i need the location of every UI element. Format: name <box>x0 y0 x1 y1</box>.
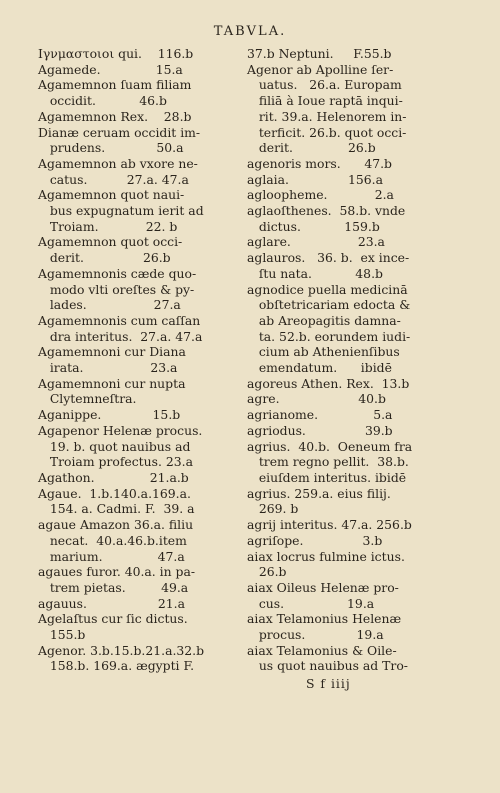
index-entry-line: aglare. 23.a <box>247 234 385 250</box>
index-entry-line: Agenor ab Apolline ſer- <box>247 61 394 77</box>
index-entry-line: emendatum. ibidē <box>247 360 392 376</box>
index-entry-line: agrius. 40.b. Oeneum fra <box>247 438 413 454</box>
index-entry-line: ta. 52.b. eorundem iudi- <box>247 328 411 344</box>
index-entry-line: trem pietas. 49.a <box>38 579 189 595</box>
index-entry-line: ſtu nata. 48.b <box>247 265 383 281</box>
index-entry-line: aglaia. 156.a <box>247 171 384 187</box>
index-entry-line: Agamemnon Rex. 28.b <box>38 108 192 124</box>
signature-mark: S f iiij <box>306 676 351 691</box>
index-entry-line: catus. 27.a. 47.a <box>38 171 189 187</box>
index-entry-line: Agamemnon ab vxore ne- <box>38 155 198 171</box>
index-entry-line: Agamede. 15.a <box>38 61 183 77</box>
index-entry-line: Agamemnoni cur nupta <box>38 375 186 391</box>
index-entry-line: 19. b. quot nauibus ad <box>38 438 191 454</box>
index-entry-line: us quot nauibus ad Tro- <box>247 658 408 674</box>
index-entry-line: Agathon. 21.a.b <box>38 469 189 485</box>
index-entry-line: filiā à Ioue raptā inqui- <box>247 93 403 109</box>
index-entry-line: irata. 23.a <box>38 360 178 376</box>
index-entry-line: ab Areopagitis damna- <box>247 312 401 328</box>
index-entry-line: cium ab Athenienſibus <box>247 344 400 360</box>
index-entry-line: agaues furor. 40.a. in pa- <box>38 564 196 580</box>
index-entry-line: eiuſdem interitus. ibidē <box>247 469 407 485</box>
index-entry-line: agoreus Athen. Rex. 13.b <box>247 375 410 391</box>
index-entry-line: agrij interitus. 47.a. 256.b <box>247 517 412 533</box>
index-entry-line: dictus. 159.b <box>247 218 380 234</box>
index-entry-line: agaue Amazon 36.a. filiu <box>38 517 194 533</box>
index-entry-line: Agamemnonis cæde quo- <box>38 265 197 281</box>
index-entry-line: uatus. 26.a. Europam <box>247 77 402 93</box>
index-entry-line: modo vlti oreſtes & py- <box>38 281 195 297</box>
left-column <box>38 46 218 674</box>
index-entry-line: agre. 40.b <box>247 391 386 407</box>
index-entry-line: necat. 40.a.46.b.item <box>38 532 187 548</box>
index-entry-line: 26.b <box>247 564 287 580</box>
index-entry-line: Agelaſtus cur ſic dictus. <box>38 611 188 627</box>
index-entry-line: aiax locrus fulmine ictus. <box>247 548 405 564</box>
index-entry-line: agnodice puella medicinā <box>247 281 408 297</box>
index-entry-line: cus. 19.a <box>247 595 375 611</box>
index-entry-line: 37.b Neptuni. F.55.b <box>247 46 392 61</box>
index-entry-line: bus expugnatum ierit ad <box>38 203 204 219</box>
index-entry-line: Ιγνμαστοιοι qui. 116.b <box>38 46 194 61</box>
index-entry-line: aglauros. 36. b. ex ince- <box>247 250 410 266</box>
index-entry-line: aiax Oileus Helenæ pro- <box>247 579 399 595</box>
index-entry-line: derit. 26.b <box>247 140 376 156</box>
index-entry-line: obſtetricariam edocta & <box>247 297 411 313</box>
index-entry-line: Dianæ ceruam occidit im- <box>38 124 201 140</box>
index-entry-line: derit. 26.b <box>38 250 171 266</box>
index-entry-line: procus. 19.a <box>247 627 384 643</box>
index-entry-line: Agamemnonis cum caſſan <box>38 312 201 328</box>
index-entry-line: agrianome. 5.a <box>247 407 393 423</box>
index-entry-line: agauus. 21.a <box>38 595 185 611</box>
index-entry-line: 155.b <box>38 627 86 643</box>
index-entry-line: Troiam. 22. b <box>38 218 178 234</box>
index-entry-line: Agaue. 1.b.140.a.169.a. <box>38 485 191 501</box>
index-entry-line: Agamemnoni cur Diana <box>38 344 186 360</box>
index-entry-line: Agapenor Helenæ procus. <box>38 422 203 438</box>
index-entry-line: 154. a. Cadmi. F. 39. a <box>38 501 195 517</box>
page-header: TABVLA. <box>213 24 287 39</box>
index-entry-line: aglaoſthenes. 58.b. vnde <box>247 203 406 219</box>
index-entry-line: 269. b <box>247 501 299 517</box>
index-entry-line: Agamemnon ſuam filiam <box>38 77 192 93</box>
index-entry-line: Clytemneſtra. <box>38 391 137 407</box>
index-entry-line: aiax Telamonius & Oile- <box>247 642 397 658</box>
index-entry-line: agenoris mors. 47.b <box>247 155 392 171</box>
index-entry-line: prudens. 50.a <box>38 140 184 156</box>
index-entry-line: terficit. 26.b. quot occi- <box>247 124 407 140</box>
index-entry-line: lades. 27.a <box>38 297 181 313</box>
index-entry-line: aiax Telamonius Helenæ <box>247 611 402 627</box>
index-entry-line: Aganippe. 15.b <box>38 407 181 423</box>
index-entry-line: rit. 39.a. Helenorem in- <box>247 108 407 124</box>
index-entry-line: dra interitus. 27.a. 47.a <box>38 328 203 344</box>
index-entry-line: agloopheme. 2.a <box>247 187 394 203</box>
index-entry-line: trem regno pellit. 38.b. <box>247 454 409 470</box>
index-entry-line: agriſope. 3.b <box>247 532 383 548</box>
index-entry-line: agriodus. 39.b <box>247 422 393 438</box>
right-column <box>247 46 413 674</box>
index-entry-line: occidit. 46.b <box>38 93 167 109</box>
index-entry-line: Agenor. 3.b.15.b.21.a.32.b <box>38 642 205 658</box>
index-entry-line: marium. 47.a <box>38 548 185 564</box>
index-entry-line: Troiam profectus. 23.a <box>38 454 193 470</box>
index-entry-line: 158.b. 169.a. ægypti F. <box>38 658 195 674</box>
index-entry-line: Agamemnon quot occi- <box>38 234 183 250</box>
index-entry-line: Agamemnon quot naui- <box>38 187 185 203</box>
index-entry-line: agrius. 259.a. eius filij. <box>247 485 391 501</box>
